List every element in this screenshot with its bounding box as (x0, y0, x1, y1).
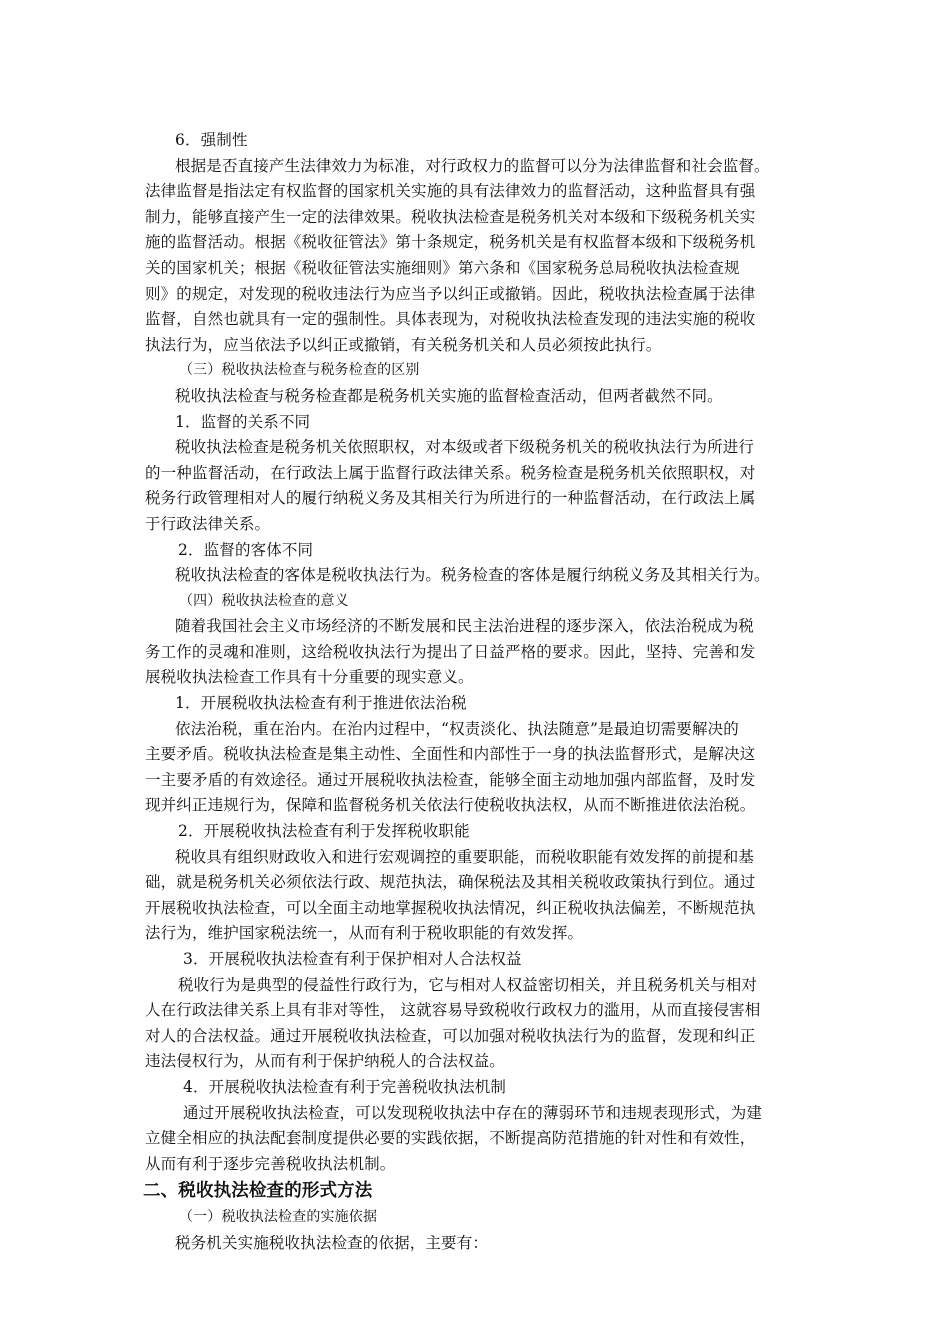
paragraph-line: 展税收执法检查工作具有十分重要的现实意义。 (145, 668, 474, 687)
paragraph-line: 一主要矛盾的有效途径。通过开展税收执法检查，能够全面主动地加强内部监督，及时发 (145, 770, 756, 789)
paragraph-line: 根据是否直接产生法律效力为标准，对行政权力的监督可以分为法律监督和社会监督。 (175, 156, 770, 175)
paragraph-line: 税收执法检查的客体是税收执法行为。税务检查的客体是履行纳税义务及其相关行为。 (175, 566, 770, 585)
paragraph-line: 税务行政管理相对人的履行纳税义务及其相关行为所进行的一种监督活动，在行政法上属 (145, 489, 756, 508)
paragraph-line: 1．开展税收执法检查有利于推进依法治税 (175, 694, 467, 713)
paragraph-line: 4．开展税收执法检查有利于完善税收执法机制 (183, 1077, 507, 1096)
paragraph-line: 随着我国社会主义市场经济的不断发展和民主法治进程的逐步深入，依法治税成为税 (175, 617, 755, 636)
paragraph-line: 法行为，维护国家税法统一，从而有利于税收职能的有效发挥。 (145, 924, 584, 943)
paragraph-line: 主要矛盾。税收执法检查是集主动性、全面性和内部性于一身的执法监督形式，是解决这 (145, 745, 756, 764)
paragraph-line: 现并纠正违规行为，保障和监督税务机关依法行使税收执法权，从而不断推进依法治税。 (145, 796, 756, 815)
paragraph-line: 的一种监督活动，在行政法上属于监督行政法律关系。税务检查是税务机关依照职权，对 (145, 463, 756, 482)
paragraph-line: 税务机关实施税收执法检查的依据，主要有： (175, 1233, 489, 1252)
paragraph-line: 施的监督活动。根据《税收征管法》第十条规定，税务机关是有权监督本级和下级税务机 (145, 233, 756, 252)
document-page (145, 128, 810, 1257)
paragraph-line: 对人的合法权益。通过开展税收执法检查，可以加强对税收执法行为的监督，发现和纠正 (145, 1026, 756, 1045)
paragraph-line: 通过开展税收执法检查，可以发现税收执法中存在的薄弱环节和违规表现形式，为建 (183, 1103, 763, 1122)
section-heading: 二、税收执法检查的形式方法 (143, 1181, 373, 1202)
paragraph-line: 开展税收执法检查，可以全面主动地掌握税收执法情况，纠正税收执法偏差，不断规范执 (145, 898, 756, 917)
paragraph-line: 人在行政法律关系上具有非对等性， 这就容易导致税收行政权力的滥用，从而直接侵害相 (145, 1001, 761, 1020)
paragraph-line: 3．开展税收执法检查有利于保护相对人合法权益 (183, 950, 522, 968)
paragraph-line: 于行政法律关系。 (145, 514, 271, 533)
paragraph-line: 从而有利于逐步完善税收执法机制。 (145, 1154, 396, 1173)
subsection-heading: （三）税收执法检查与税务检查的区别 (179, 362, 420, 379)
paragraph-line: 税收执法检查是税务机关依照职权，对本级或者下级税务机关的税收执法行为所进行 (175, 438, 755, 457)
paragraph-line: 2．开展税收执法检查有利于发挥税收职能 (178, 822, 470, 841)
paragraph-line: 立健全相应的执法配套制度提供必要的实践依据，不断提高防范措施的针对性和有效性， (145, 1129, 756, 1148)
paragraph-line: 执法行为，应当依法予以纠正或撤销，有关税务机关和人员必须按此执行。 (145, 335, 662, 354)
paragraph-line: 关的国家机关；根据《税收征管法实施细则》第六条和《国家税务总局税收执法检查规 (145, 258, 740, 277)
paragraph-line: 2．监督的客体不同 (178, 540, 314, 559)
paragraph-line: 依法治税，重在治内。在治内过程中，“权责淡化、执法随意”是最迫切需要解决的 (175, 719, 739, 738)
paragraph-line: 税收具有组织财政收入和进行宏观调控的重要职能，而税收职能有效发挥的前提和基 (175, 847, 755, 866)
paragraph-line: 法律监督是指法定有权监督的国家机关实施的具有法律效力的监督活动，这种监督具有强 (145, 182, 756, 201)
paragraph-line: 监督，自然也就具有一定的强制性。具体表现为，对税收执法检查发现的违法实施的税收 (145, 310, 756, 329)
paragraph-line: 务工作的灵魂和准则，这给税收执法行为提出了日益严格的要求。因此，坚持、完善和发 (145, 642, 756, 661)
paragraph-line: 1．监督的关系不同 (175, 412, 311, 431)
paragraph-line: 则》的规定，对发现的税收违法行为应当予以纠正或撤销。因此，税收执法检查属于法律 (145, 284, 756, 303)
paragraph-line: 税收执法检查与税务检查都是税务机关实施的监督检查活动，但两者截然不同。 (175, 386, 723, 405)
subsection-heading: （四）税收执法检查的意义 (179, 592, 349, 609)
paragraph-line: 础，就是税务机关必须依法行政、规范执法，确保税法及其相关税收政策执行到位。通过 (145, 873, 756, 892)
paragraph-line: 制力，能够直接产生一定的法律效果。税收执法检查是税务机关对本级和下级税务机关实 (145, 207, 756, 226)
paragraph-line: 税收行为是典型的侵益性行政行为，它与相对人权益密切相关，并且税务机关与相对 (178, 975, 758, 994)
subsection-heading: （一）税收执法检查的实施依据 (179, 1209, 378, 1226)
paragraph-line: 违法侵权行为，从而有利于保护纳税人的合法权益。 (145, 1052, 505, 1071)
paragraph-line: 6．强制性 (175, 131, 248, 149)
